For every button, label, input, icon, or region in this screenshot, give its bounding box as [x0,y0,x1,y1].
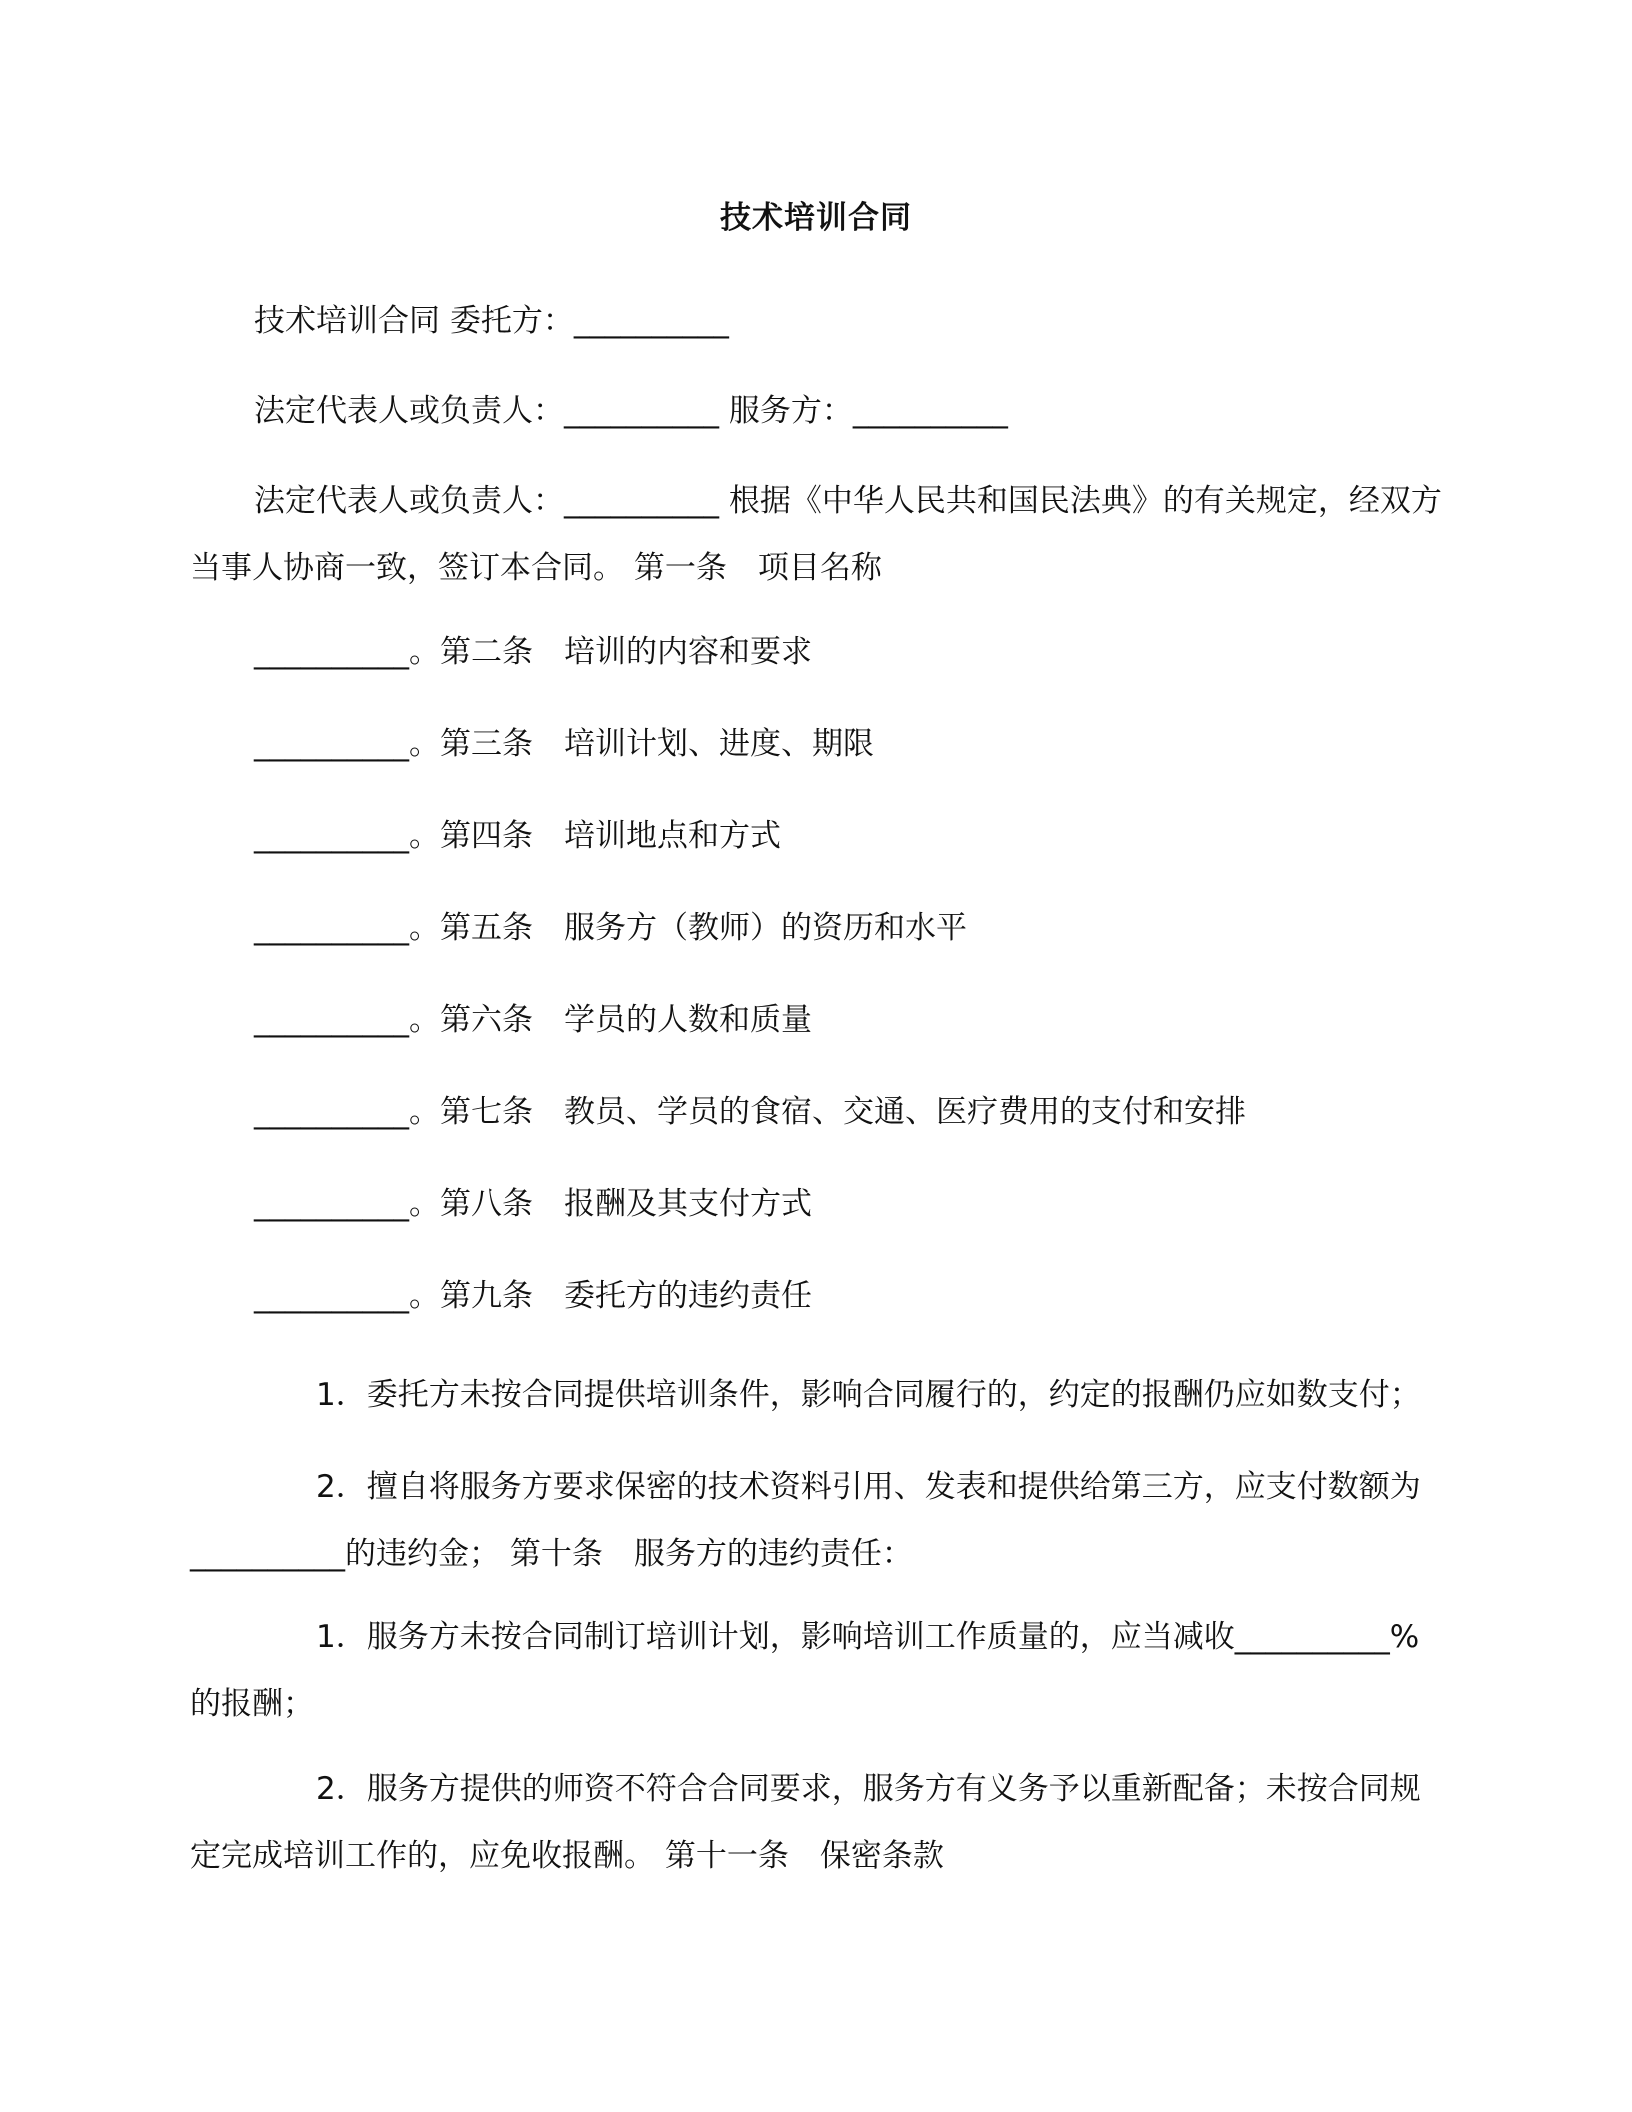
client-liability-item-1: 1．委托方未按合同提供培训条件，影响合同履行的，约定的报酬仍应如数支付； [316,1377,1421,1413]
article-7-line: __________。第七条 教员、学员的食宿、交通、医疗费用的支付和安排 [254,1094,1246,1130]
service-liability-item-2: 2．服务方提供的师资不符合合同要求，服务方有义务予以重新配备；未按合同规定完成培训工作的，应免收报酬。 第十一条 保密条款 [190,1771,1421,1874]
article-9-line: __________。第九条 委托方的违约责任 [254,1278,812,1314]
article-3-line: __________。第三条 培训计划、进度、期限 [254,726,874,762]
client-liability-item-2: 2．擅自将服务方要求保密的技术资料引用、发表和提供给第三方，应支付数额为__________的违约金； 第十条 服务方的违约责任： [190,1469,1421,1572]
article-8-line: __________。第八条 报酬及其支付方式 [254,1186,812,1222]
article-4-line: __________。第四条 培训地点和方式 [254,818,781,854]
article-2-line: __________。第二条 培训的内容和要求 [254,634,812,670]
service-liability-item-1: 1．服务方未按合同制订培训计划，影响培训工作质量的，应当减收__________%的报酬； [190,1619,1420,1722]
document-title: 技术培训合同 [720,200,912,236]
article-6-line: __________。第六条 学员的人数和质量 [254,1002,812,1038]
paragraph-representative-service: 法定代表人或负责人：__________ 服务方：__________ [254,393,1008,429]
paragraph-legal-basis: 法定代表人或负责人：__________ 根据《中华人民共和国民法典》的有关规定，经双方当事人协商一致，签订本合同。 第一条 项目名称 [190,483,1442,586]
article-5-line: __________。第五条 服务方（教师）的资历和水平 [254,910,967,946]
paragraph-client: 技术培训合同 委托方：__________ [254,303,729,339]
